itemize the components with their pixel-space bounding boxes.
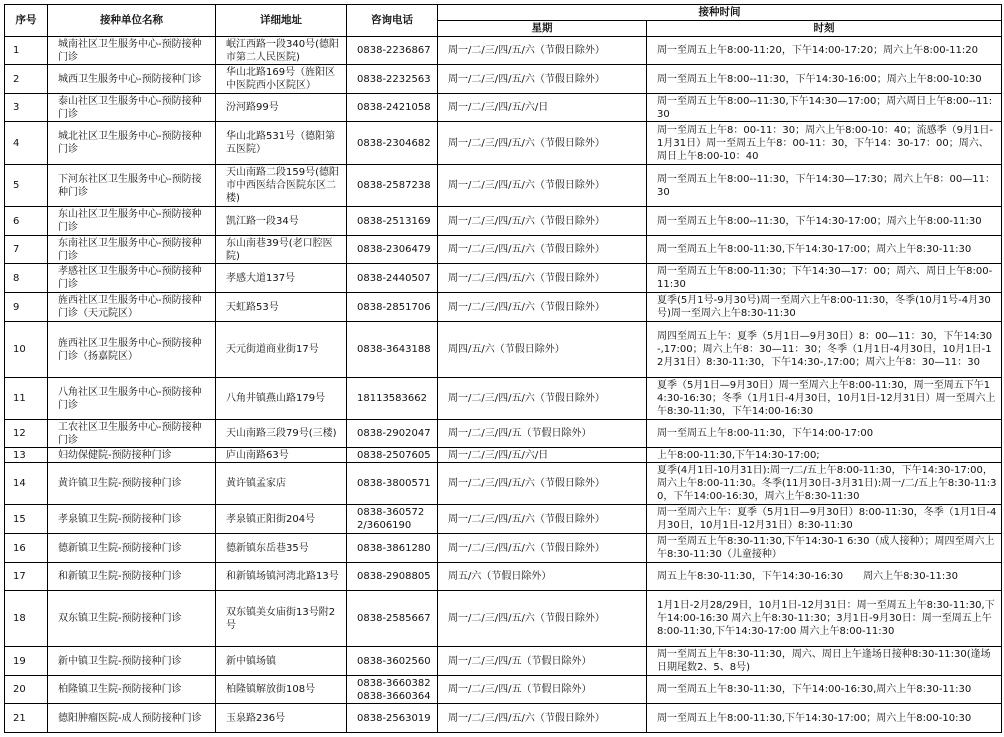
hours-cell: 周一至周五上午8:00-11:30,下午14:30-17:00；周六上午8:00-10:30 — [647, 704, 1002, 733]
table-body — [5, 37, 1002, 733]
phone-cell: 0838-3660382 0838-3660364 — [347, 676, 438, 704]
name-cell: 城西卫生服务中心-预防接种门诊 — [48, 65, 216, 94]
header-phone: 咨询电话 — [347, 5, 438, 37]
weekday-cell: 周一/二/三/四/五/六（节假日除外） — [438, 534, 647, 563]
index-cell: 9 — [5, 293, 48, 322]
hours-cell: 夏季(5月1号-9月30号)周一至周六上午8:00-11:30，冬季(10月1号-4月30号)周一至周六上午8:30-11:30 — [647, 293, 1002, 322]
phone-cell: 0838-2587238 — [347, 165, 438, 207]
name-cell: 新中镇卫生院-预防接种门诊 — [48, 647, 216, 676]
name-cell: 城北社区卫生服务中心-预防接种门诊 — [48, 122, 216, 165]
table-row — [5, 165, 1002, 207]
index-cell: 13 — [5, 448, 48, 463]
index-cell: 11 — [5, 378, 48, 420]
table-row — [5, 563, 1002, 591]
address-cell: 汾河路99号 — [216, 94, 347, 122]
address-cell: 天虹路53号 — [216, 293, 347, 322]
name-cell: 工农社区卫生服务中心-预防接种门诊 — [48, 420, 216, 448]
phone-cell: 0838-2585667 — [347, 591, 438, 647]
address-cell: 庐山南路63号 — [216, 448, 347, 463]
name-cell: 德阳肿瘤医院-成人预防接种门诊 — [48, 704, 216, 733]
weekday-cell: 周一/二/三/四/五/六（节假日除外） — [438, 591, 647, 647]
weekday-cell: 周一/二/三/四/五/六（节假日除外） — [438, 505, 647, 534]
address-cell: 新中镇场镇 — [216, 647, 347, 676]
phone-cell: 0838-3643188 — [347, 322, 438, 378]
hours-cell: 周五上午8:30-11:30，下午14:30-16:30 周六上午8:30-11:30 — [647, 563, 1002, 591]
phone-cell: 0838-2232563 — [347, 65, 438, 94]
header-row — [5, 5, 1002, 21]
header-hours: 时刻 — [647, 21, 1002, 37]
address-cell: 天山南路二段159号(德阳市中西医结合医院东区二楼) — [216, 165, 347, 207]
table-row — [5, 122, 1002, 165]
weekday-cell: 周一/二/三/四/五/六（节假日除外） — [438, 65, 647, 94]
index-cell: 21 — [5, 704, 48, 733]
phone-cell: 0838-3861280 — [347, 534, 438, 563]
weekday-cell: 周一/二/三/四/五/六（节假日除外） — [438, 236, 647, 264]
index-cell: 6 — [5, 207, 48, 236]
name-cell: 东南社区卫生服务中心-预防接种门诊 — [48, 236, 216, 264]
table-row — [5, 236, 1002, 264]
index-cell: 16 — [5, 534, 48, 563]
address-cell: 柏隆镇解放街108号 — [216, 676, 347, 704]
index-cell: 3 — [5, 94, 48, 122]
weekday-cell: 周一/二/三/四/五/六（节假日除外） — [438, 37, 647, 65]
hours-cell: 周一至周五上午8:30-11:30,下午14:30-1 6:30（成人接种）；周四至周六上午8:30-11:30（儿童接种） — [647, 534, 1002, 563]
address-cell: 和新镇场镇河湾北路13号 — [216, 563, 347, 591]
name-cell: 双东镇卫生院-预防接种门诊 — [48, 591, 216, 647]
phone-cell: 0838-2563019 — [347, 704, 438, 733]
hours-cell: 周一至周五上午8：00-11：30；周六上午8:00-10：40；流感季（9月1日-1月31日）周一至周五上午8：00-11：30，下午14：30-17：00；周六、周日上午8:00-10：40 — [647, 122, 1002, 165]
name-cell: 东山社区卫生服务中心-预防接种门诊 — [48, 207, 216, 236]
index-cell: 2 — [5, 65, 48, 94]
name-cell: 孝泉镇卫生院-预防接种门诊 — [48, 505, 216, 534]
name-cell: 妇幼保健院-预防接种门诊 — [48, 448, 216, 463]
address-cell: 玉泉路236号 — [216, 704, 347, 733]
weekday-cell: 周一/二/三/四/五/六（节假日除外） — [438, 704, 647, 733]
hours-cell: 周一至周六上午：夏季（5月1日—9月30日）8:00-11:30，冬季（1月1日-4月30日，10月1日-12月31日）8:30-11:30 — [647, 505, 1002, 534]
phone-cell: 0838-3800571 — [347, 463, 438, 505]
table-row — [5, 293, 1002, 322]
table-row — [5, 65, 1002, 94]
table-row — [5, 463, 1002, 505]
weekday-cell: 周一/二/三/四/五/六/日 — [438, 448, 647, 463]
index-cell: 18 — [5, 591, 48, 647]
name-cell: 孝感社区卫生服务中心-预防接种门诊 — [48, 264, 216, 293]
address-cell: 德新镇东岳巷35号 — [216, 534, 347, 563]
phone-cell: 0838-2304682 — [347, 122, 438, 165]
phone-cell: 0838-3602560 — [347, 647, 438, 676]
name-cell: 八角社区卫生服务中心-预防接种门诊 — [48, 378, 216, 420]
weekday-cell: 周四/五/六（节假日除外） — [438, 322, 647, 378]
hours-cell: 周一至周五上午8:00-11:20，下午14:00-17:20；周六上午8:00-11:20 — [647, 37, 1002, 65]
index-cell: 19 — [5, 647, 48, 676]
weekday-cell: 周一/二/三/四/五/六（节假日除外） — [438, 122, 647, 165]
hours-cell: 周一至周五上午8:30-11:30，周六、周日上午逢场日接种8:30-11:30(逢场日期尾数2、5、8号) — [647, 647, 1002, 676]
table-row — [5, 704, 1002, 733]
name-cell: 城南社区卫生服务中心-预防接种门诊 — [48, 37, 216, 65]
weekday-cell: 周一/二/三/四/五/六/日 — [438, 94, 647, 122]
hours-cell: 夏季（5月1日—9月30日）周一至周六上午8:00-11:30，周一至周五下午14:30-16:30；冬季（1月1日-4月30日，10月1日-12月31日）周一至周六上午8:30-11:30，下午14:00-16:30 — [647, 378, 1002, 420]
table-row — [5, 676, 1002, 704]
phone-cell: 0838-3605722/3606190 — [347, 505, 438, 534]
address-cell: 孝感大道137号 — [216, 264, 347, 293]
index-cell: 20 — [5, 676, 48, 704]
weekday-cell: 周一/二/三/四/五/六（节假日除外） — [438, 264, 647, 293]
address-cell: 华山北路531号（德阳第五医院） — [216, 122, 347, 165]
table-row — [5, 94, 1002, 122]
header-address: 详细地址 — [216, 5, 347, 37]
phone-cell: 0838-2507605 — [347, 448, 438, 463]
index-cell: 17 — [5, 563, 48, 591]
header-weekday: 星期 — [438, 21, 647, 37]
table-row — [5, 591, 1002, 647]
name-cell: 黄许镇卫生院-预防接种门诊 — [48, 463, 216, 505]
weekday-cell: 周一/二/三/四/五/六（节假日除外） — [438, 207, 647, 236]
address-cell: 华山北路169号（旌阳区中医院西小区院区） — [216, 65, 347, 94]
index-cell: 1 — [5, 37, 48, 65]
index-cell: 8 — [5, 264, 48, 293]
index-cell: 5 — [5, 165, 48, 207]
table-row — [5, 420, 1002, 448]
table-row — [5, 264, 1002, 293]
index-cell: 4 — [5, 122, 48, 165]
weekday-cell: 周一/二/三/四/五/六（节假日除外） — [438, 165, 647, 207]
address-cell: 孝泉镇正阳街204号 — [216, 505, 347, 534]
table-row — [5, 37, 1002, 65]
index-cell: 15 — [5, 505, 48, 534]
index-cell: 10 — [5, 322, 48, 378]
hours-cell: 周一至周五上午8:00--11:30，下午14:30—17:30；周六上午8：00—11：30 — [647, 165, 1002, 207]
phone-cell: 18113583662 — [347, 378, 438, 420]
table-row — [5, 505, 1002, 534]
header-index: 序号 — [5, 5, 48, 37]
hours-cell: 周一至周五上午8:00-11:30,下午14:30-17:00；周六上午8:30-11:30 — [647, 236, 1002, 264]
phone-cell: 0838-2902047 — [347, 420, 438, 448]
weekday-cell: 周一/二/三/四/五/六（节假日除外） — [438, 378, 647, 420]
hours-cell: 周四至周五上午：夏季（5月1日—9月30日）8：00—11：30，下午14:30-,17:00；周六上午8：30—11：30；冬季（1月1日-4月30日，10月1日-12月31日）8:30-11:30，下午14:30-,17:00；周六上午8：30—11：30 — [647, 322, 1002, 378]
phone-cell: 0838-2513169 — [347, 207, 438, 236]
address-cell: 凯江路一段34号 — [216, 207, 347, 236]
header-time-group: 接种时间 — [438, 5, 1002, 21]
name-cell: 旌西社区卫生服务中心-预防接种门诊（扬嘉院区） — [48, 322, 216, 378]
phone-cell: 0838-2851706 — [347, 293, 438, 322]
weekday-cell: 周一/二/三/四/五（节假日除外） — [438, 647, 647, 676]
table-row — [5, 322, 1002, 378]
phone-cell: 0838-2440507 — [347, 264, 438, 293]
table-row — [5, 448, 1002, 463]
address-cell: 天元街道商业街17号 — [216, 322, 347, 378]
hours-cell: 周一至周五上午8:00--11:30,下午14:30—17:00；周六周日上午8:00--11:30 — [647, 94, 1002, 122]
name-cell: 柏隆镇卫生院-预防接种门诊 — [48, 676, 216, 704]
address-cell: 双东镇美女庙街13号附2号 — [216, 591, 347, 647]
hours-cell: 周一至周五上午8:00--11:30，下午14:30-16:00；周六上午8:00-10:30 — [647, 65, 1002, 94]
hours-cell: 周一至周五上午8:00--11:30，下午14:30-17:00；周六上午8:00-11:30 — [647, 207, 1002, 236]
phone-cell: 0838-2421058 — [347, 94, 438, 122]
hours-cell: 上午8:00-11:30,下午14:30-17:00; — [647, 448, 1002, 463]
index-cell: 7 — [5, 236, 48, 264]
address-cell: 黄许镇孟家店 — [216, 463, 347, 505]
weekday-cell: 周一/二/三/四/五（节假日除外） — [438, 420, 647, 448]
vaccination-clinic-table — [4, 4, 1002, 733]
hours-cell: 1月1日-2月28/29日，10月1日-12月31日：周一至周五上午8:30-11:30,下午14:00-16:30 周六上午8:30-11:30；3月1日-9月30日：周一至周五上午8:00-11:30,下午14:30-17:00 周六上午8:00-11:30 — [647, 591, 1002, 647]
name-cell: 泰山社区卫生服务中心-预防接种门诊 — [48, 94, 216, 122]
phone-cell: 0838-2908805 — [347, 563, 438, 591]
name-cell: 下河东社区卫生服务中心-预防接种门诊 — [48, 165, 216, 207]
address-cell: 东山南巷39号(老口腔医院) — [216, 236, 347, 264]
table-row — [5, 207, 1002, 236]
hours-cell: 周一至周五上午8:00-11:30，下午14:00-17:00 — [647, 420, 1002, 448]
hours-cell: 周一至周五上午8:30-11:30，下午14:00-16:30,周六上午8:30-11:30 — [647, 676, 1002, 704]
address-cell: 八角井镇燕山路179号 — [216, 378, 347, 420]
table-row — [5, 534, 1002, 563]
phone-cell: 0838-2306479 — [347, 236, 438, 264]
index-cell: 12 — [5, 420, 48, 448]
weekday-cell: 周一/二/三/四/五/六（节假日除外） — [438, 293, 647, 322]
table-row — [5, 647, 1002, 676]
name-cell: 和新镇卫生院-预防接种门诊 — [48, 563, 216, 591]
name-cell: 旌西社区卫生服务中心-预防接种门诊（天元院区） — [48, 293, 216, 322]
name-cell: 德新镇卫生院-预防接种门诊 — [48, 534, 216, 563]
phone-cell: 0838-2236867 — [347, 37, 438, 65]
address-cell: 天山南路三段79号(三楼) — [216, 420, 347, 448]
weekday-cell: 周五/六（节假日除外） — [438, 563, 647, 591]
index-cell: 14 — [5, 463, 48, 505]
weekday-cell: 周一/二/三/四/五/六（节假日除外） — [438, 463, 647, 505]
hours-cell: 夏季(4月1日-10月31日):周一/二/五上午8:00-11:30，下午14:30-17:00，周六上午8:00-11:30。冬季(11月30日-3月31日):周一/二/五上午8:30-11:30，下午14:00-16:30，周六上午8:30-11:30 — [647, 463, 1002, 505]
table-row — [5, 378, 1002, 420]
address-cell: 岷江西路一段340号(德阳市第二人民医院) — [216, 37, 347, 65]
hours-cell: 周一至周五上午8:00-11:30；下午14:30—17：00；周六、周日上午8:00-11:30 — [647, 264, 1002, 293]
weekday-cell: 周一/二/三/四/五（节假日除外） — [438, 676, 647, 704]
header-name: 接种单位名称 — [48, 5, 216, 37]
